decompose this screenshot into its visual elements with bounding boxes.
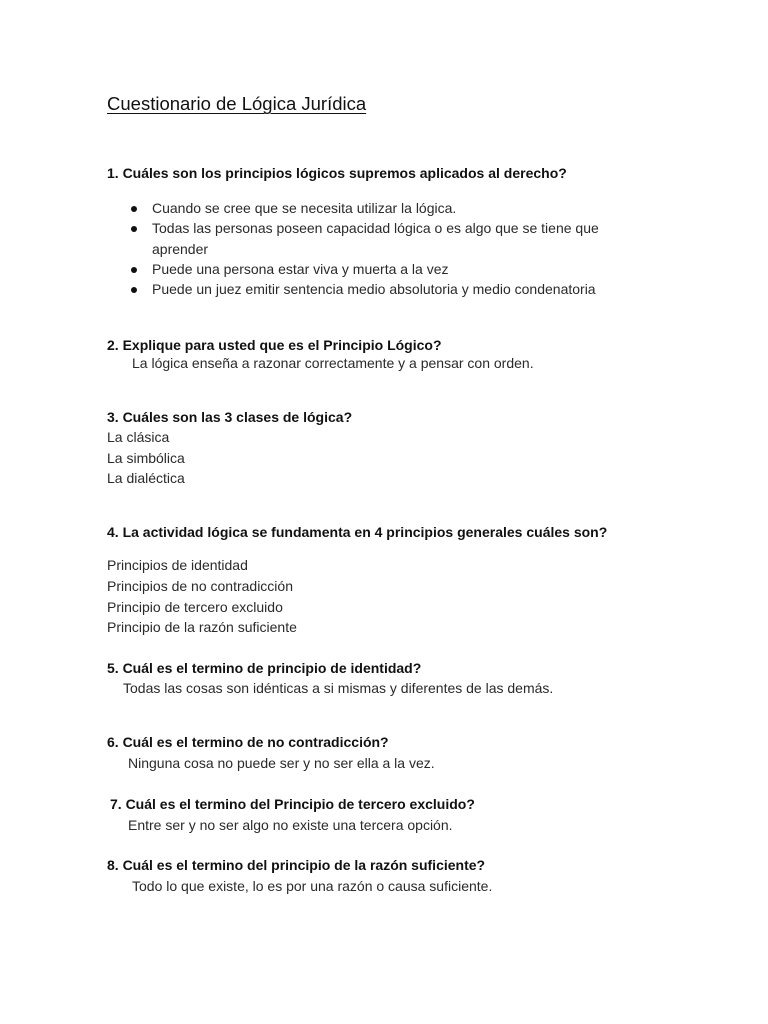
answer-7: Entre ser y no ser algo no existe una tercera opción. xyxy=(128,817,453,833)
bullet-icon xyxy=(131,287,137,293)
answer-2: La lógica enseña a razonar correctamente y a pensar con orden. xyxy=(132,355,534,371)
question-3: 3. Cuáles son las 3 clases de lógica? xyxy=(107,409,353,425)
answer-5: Todas las cosas son idénticas a si mismas y diferentes de las demás. xyxy=(123,680,554,696)
question-4: 4. La actividad lógica se fundamenta en 4 principios generales cuáles son? xyxy=(107,524,608,540)
q1-bullet-2-continuation: aprender xyxy=(152,241,209,257)
q1-bullet-4: Puede un juez emitir sentencia medio absolutoria y medio condenatoria xyxy=(152,281,596,297)
answer-3-item: La simbólica xyxy=(107,450,185,466)
question-8: 8. Cuál es el termino del principio de la razón suficiente? xyxy=(107,857,486,873)
q1-bullet-1: Cuando se cree que se necesita utilizar la lógica. xyxy=(152,200,457,216)
bullet-icon xyxy=(131,226,137,232)
document-title: Cuestionario de Lógica Jurídica xyxy=(107,93,367,114)
answer-4-item: Principio de la razón suficiente xyxy=(107,619,297,635)
answer-4-item: Principio de tercero excluido xyxy=(107,599,283,615)
question-6: 6. Cuál es el termino de no contradicción? xyxy=(107,734,389,750)
q1-bullet-3: Puede una persona estar viva y muerta a la vez xyxy=(152,261,449,277)
answer-6: Ninguna cosa no puede ser y no ser ella a la vez. xyxy=(128,755,435,771)
bullet-icon xyxy=(131,206,137,212)
question-5: 5. Cuál es el termino de principio de identidad? xyxy=(107,660,422,676)
answer-3-item: La dialéctica xyxy=(107,470,185,486)
answer-8: Todo lo que existe, lo es por una razón o causa suficiente. xyxy=(132,878,493,894)
question-7: 7. Cuál es el termino del Principio de tercero excluido? xyxy=(110,796,475,812)
q1-bullet-2: Todas las personas poseen capacidad lógica o es algo que se tiene que xyxy=(152,220,599,236)
question-2: 2. Explique para usted que es el Principio Lógico? xyxy=(107,337,442,353)
answer-4-item: Principios de identidad xyxy=(107,557,248,573)
answer-3-item: La clásica xyxy=(107,429,170,445)
question-1: 1. Cuáles son los principios lógicos supremos aplicados al derecho? xyxy=(107,165,567,181)
answer-4-item: Principios de no contradicción xyxy=(107,578,293,594)
bullet-icon xyxy=(131,267,137,273)
